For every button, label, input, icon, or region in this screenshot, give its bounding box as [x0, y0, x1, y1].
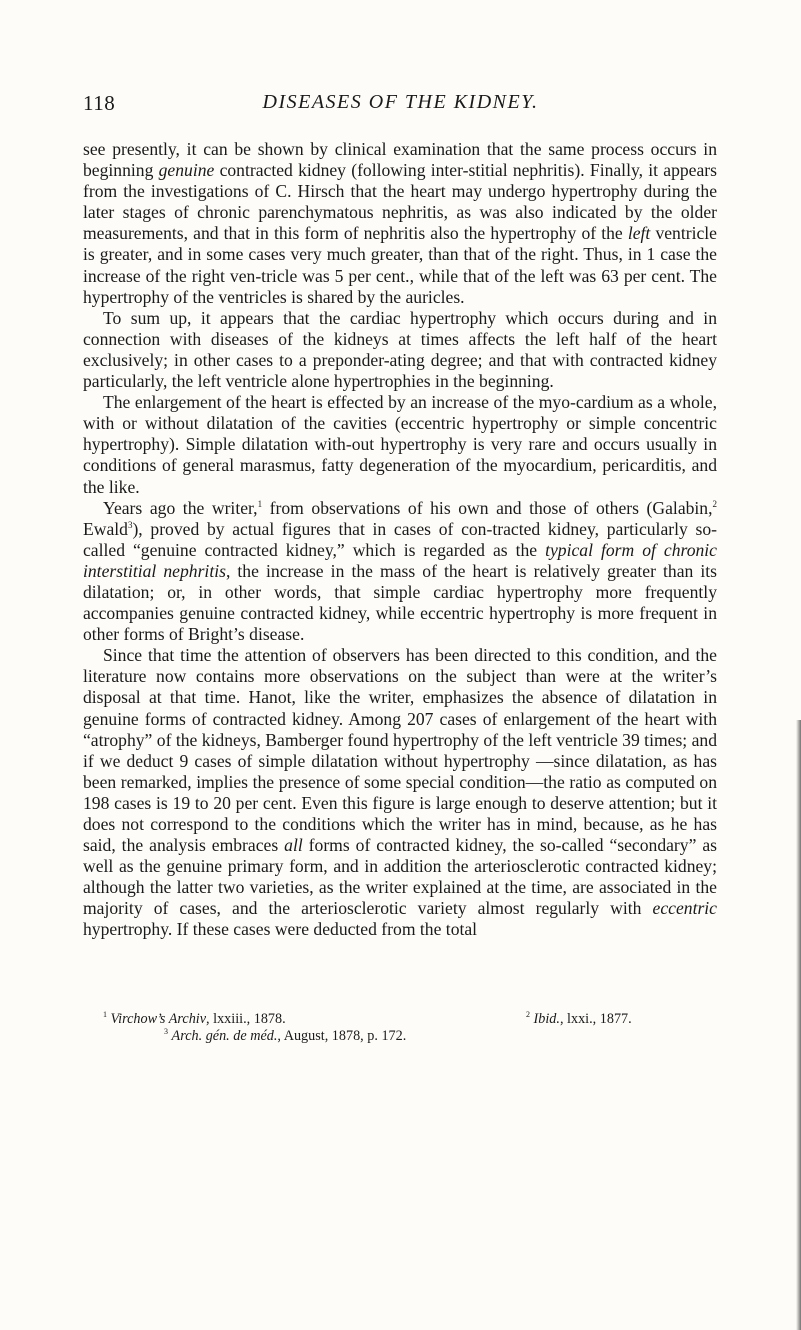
footnote-ref: 1	[257, 498, 263, 509]
paragraph	[83, 498, 717, 646]
italic-text: all	[284, 835, 303, 856]
footnote-number: 2	[526, 1010, 530, 1019]
text-run: , August, 1878, p. 172.	[277, 1028, 407, 1044]
italic-text: eccentric	[652, 898, 717, 919]
text-run: forms of contracted kidney, the so-called “secondary” as well as the genuine primary form, and in addition the arteriosclerotic contracted kidney; although the latter two varieties, as the writer explained at the time, are associated in the majority of cases, and the arteriosclerotic variety almost regularly with	[83, 835, 717, 919]
paragraph	[83, 308, 717, 392]
text-run: , lxxi., 1877.	[559, 1011, 632, 1027]
text-run: Years ago the writer,	[103, 497, 258, 518]
paragraph	[83, 392, 717, 497]
footnotes	[83, 1011, 717, 1045]
page-header	[0, 91, 801, 121]
footnote-ref: 3	[127, 519, 133, 530]
page-edge-shadow	[796, 720, 801, 1330]
text-run: , the increase in the mass of the heart is relatively greater than its dilatation; or, in other words, that simple cardiac hypertrophy more frequently accompanies genuine contracted kidney, while eccentric hypertrophy is more frequent in other forms of Bright’s disease.	[83, 560, 717, 645]
italic-text: genuine	[158, 160, 215, 181]
text-run: Since that time the attention of observers has been directed to this condition, and the literature now contains more observations on the subject than were at the writer’s disposal at that time. Hanot, like the writer, emphasizes the absence of dilatation in genuine forms of contracted kidney. Among 207 cases of enlargement of the heart with “atrophy” of the kidneys, Bamberger found hypertrophy of the left ventricle 39 times; and if we deduct 9 cases of simple dilatation without hypertrophy —since dilatation, as has been remarked, implies the presence of some special condition—the ratio as computed on 198 cases is 19 to 20 per cent. Even this figure is large enough to deserve attention; but it does not correspond to the conditions which the writer has in mind, because, as he has said, the analysis embraces	[83, 645, 717, 856]
body-text	[83, 139, 717, 941]
footnote-3	[164, 1028, 406, 1045]
text-run: ventricle is greater, and in some cases very much greater, than that of the right. Thus, in 1 case the increase of the right ven-tricle was 5 per cent., while that of the left was 63 per cent. The hypertrophy of the ventricles is shared by the auricles.	[83, 223, 717, 307]
text-run: , lxxiii., 1878.	[206, 1011, 286, 1027]
text-run: hypertrophy. If these cases were deducted from the total	[83, 919, 478, 940]
paragraph	[83, 139, 717, 308]
italic-text: left	[627, 223, 651, 244]
text-run: contracted kidney (following inter-stitial nephritis). Finally, it appears from the investigations of C. Hirsch that the heart may undergo hypertrophy during the later stages of chronic parenchymatous nephritis, as was also indicated by the older measurements, and that in this form of nephritis also the hypertrophy of the	[83, 160, 718, 244]
page-number: 118	[83, 91, 116, 115]
italic-text: typical form of chronic interstitial nephritis	[83, 539, 717, 581]
running-head: DISEASES OF THE KIDNEY.	[262, 91, 539, 113]
text-run: from observations of his own and those of others (Galabin,	[262, 497, 713, 518]
text-run: see presently, it can be shown by clinical examination that the same process occurs in beginning	[83, 139, 717, 181]
footnote-row	[83, 1028, 717, 1045]
text-run: To sum up, it appears that the cardiac hypertrophy which occurs during and in connection with diseases of the kidneys at times affects the left half of the heart exclusively; in other cases to a preponder-ating degree; and that with contracted kidney particularly, the left ventricle alone hypertrophies in the beginning.	[83, 307, 717, 392]
footnote-1	[103, 1011, 286, 1028]
text-run: Ewald	[83, 518, 128, 539]
italic-text: Arch. gén. de méd.	[171, 1028, 278, 1044]
footnote-row	[83, 1011, 717, 1028]
footnote-number: 1	[103, 1010, 107, 1019]
italic-text: Ibid.	[533, 1011, 560, 1027]
footnote-number: 3	[164, 1027, 168, 1036]
footnote-ref: 2	[712, 498, 718, 509]
italic-text: Virchow’s Archiv	[110, 1011, 207, 1027]
paragraph	[83, 645, 717, 940]
footnote-2	[526, 1011, 632, 1028]
text-run: ), proved by actual figures that in cases of con-tracted kidney, particularly so-called “genuine contracted kidney,” which is regarded as the	[83, 518, 717, 560]
text-run: The enlargement of the heart is effected by an increase of the myo-cardium as a whole, with or without dilatation of the cavities (eccentric hypertrophy or simple concentric hypertrophy). Simple dilatation with-out hypertrophy is very rare and occurs usually in conditions of general marasmus, fatty degeneration of the myocardium, pericarditis, and the like.	[83, 392, 717, 497]
